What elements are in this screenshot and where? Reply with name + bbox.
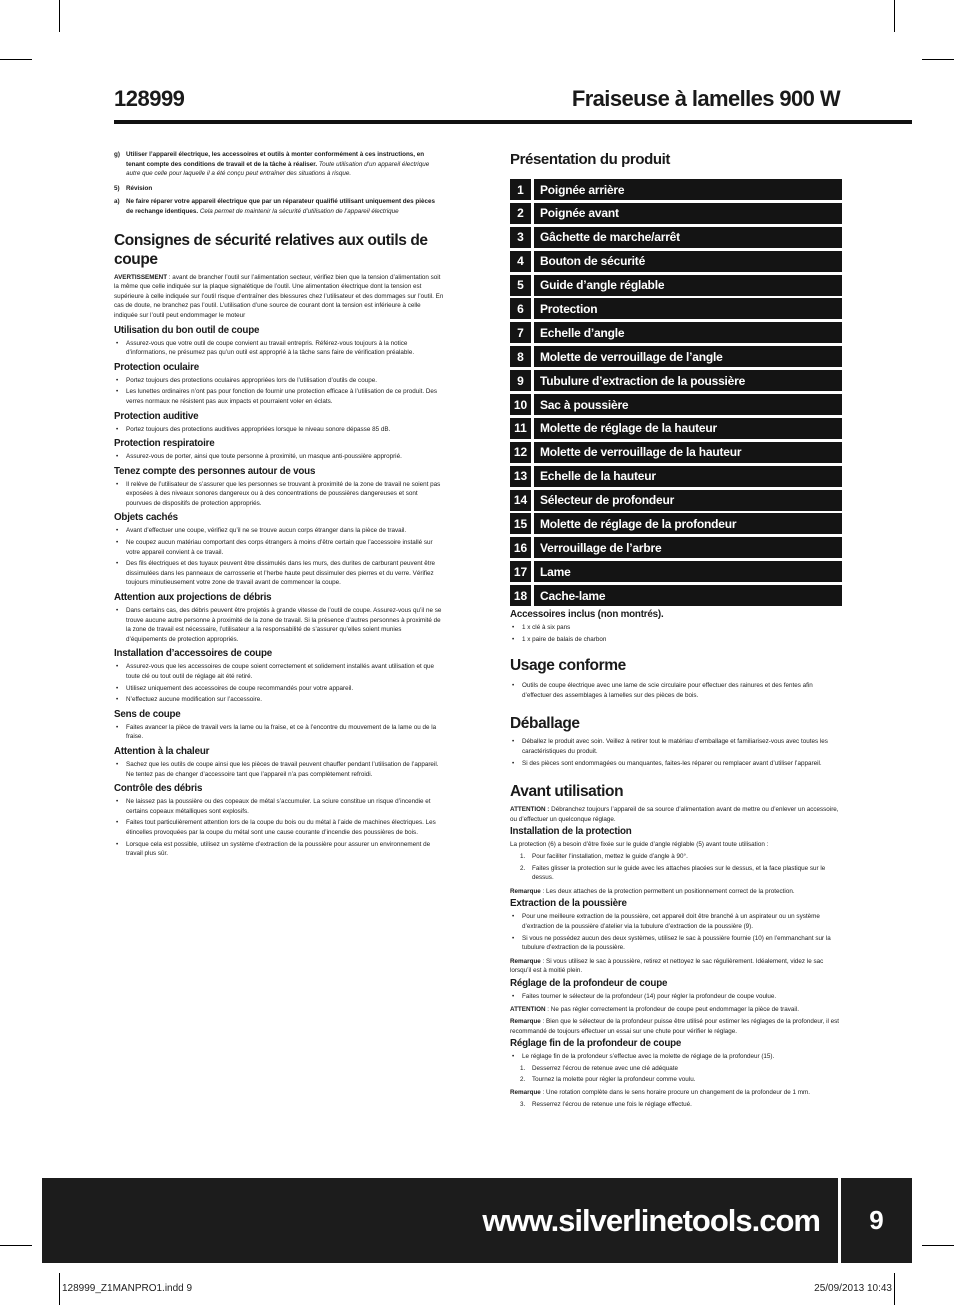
step-number: 1. [520,1064,526,1072]
crop-mark [894,0,895,32]
bullet-item: • Lorsque cela est possible, utilisez un système d’extraction de la poussière pour assurer un environnement de travail plus sûr. [114,840,444,859]
crop-mark [0,59,32,60]
numbered-step [510,864,842,883]
unpacking-list [510,737,842,768]
step-text: Tournez la molette pour régler la profondeur comme voulu. [532,1076,696,1084]
install-steps [510,852,842,883]
part-number: 2 [510,203,531,224]
step-text: Desserrez l’écrou de retenue avec une clé adéquate [532,1064,678,1072]
part-row [510,346,842,367]
step-text: Pour faciliter l’installation, mettez le guide d’angle à 90°. [532,852,688,860]
part-number: 9 [510,370,531,391]
bullet-item: • N’effectuez aucune modification sur l’accessoire. [114,695,444,705]
bullet-item: • Assurez-vous que les accessoires de coupe soient correctement et solidement installés avant utilisation et que toute clé ou tout outil de réglage ait été retiré. [114,662,444,681]
part-row [510,275,842,296]
part-label: Tubulure d’extraction de la poussière [534,370,842,391]
product-code: 128999 [114,86,185,111]
part-label: Lame [534,561,842,582]
header-divider [114,120,912,124]
part-label: Sélecteur de profondeur [534,490,842,511]
part-label: Protection [534,298,842,319]
right-column [510,150,842,1109]
part-number: 17 [510,561,531,582]
subsection-heading: Protection auditive [114,410,199,422]
part-number: 4 [510,251,531,272]
section-heading-usage: Usage conforme [510,657,626,675]
part-number: 18 [510,585,531,606]
print-slug-file: 128999_Z1MANPRO1.indd 9 [62,1283,193,1294]
crop-mark [59,1273,60,1305]
step-number: 1. [520,852,526,860]
part-row [510,466,842,487]
part-row [510,322,842,343]
part-row [510,203,842,224]
part-label: Molette de réglage de la hauteur [534,418,842,439]
part-number: 10 [510,394,531,415]
left-column [114,150,444,859]
extraction-heading: Extraction de la poussière [510,898,627,910]
part-row [510,561,842,582]
bullet-item: • Déballez le produit avec soin. Veillez à retirer tout le matériau d’emballage et familiarisez-vous avec toutes les caractéristiques du produit. [510,737,842,756]
subsection-heading: Contrôle des débris [114,783,203,795]
bullet-item: • Des fils électriques et des tuyaux peuvent être dissimulés dans les murs, des durites de carburant peuvent être dissimulées dans les panneaux de carrosserie et l’herbe haute peut dissimuler des pierres et du verre. Vérifiez toujours minutieusement votre zone de travail avant de commencer la coupe. [114,559,444,588]
revision-heading: 5) Révision [114,184,153,192]
part-label: Molette de verrouillage de la hauteur [534,442,842,463]
print-slug-datetime: 25/09/2013 10:43 [814,1283,892,1294]
attention-paragraph: ATTENTION : Débranchez toujours l’appareil de sa source d’alimentation avant de mettre ou d’enlever un accessoire, ou d’effectuer un quelconque réglage. [510,806,839,823]
parts-list [510,179,842,606]
part-label: Gâchette de marche/arrêt [534,227,842,248]
install-heading: Installation de la protection [510,826,632,838]
bullet-item: • Ne coupez aucun matériau comportant des corps étrangers à moins d’être certain que l’accessoire installé sur votre appareil convient à ce travail. [114,538,444,557]
numbered-step [510,852,842,862]
remarque-4: Remarque : Une rotation complète dans le sens horaire procure un changement de la profondeur de 1 mm. [510,1089,810,1097]
subsection-heading: Protection oculaire [114,361,199,373]
section-heading-cutting-safety: Consignes de sécurité relatives aux outils de coupe [114,231,428,268]
part-number: 16 [510,537,531,558]
crop-mark [59,0,60,32]
bullet-item: • Si des pièces sont endommagées ou manquantes, faites-les réparer ou remplacer avant d’utiliser l’appareil. [510,759,842,769]
crop-mark [0,1245,32,1246]
bullet-item: • Assurez-vous de porter, ainsi que toute personne à proximité, un masque anti-poussière approprié. [114,452,444,462]
bullet-item: • Dans certains cas, des débris peuvent être projetés à grande vitesse de l’outil de coupe. Assurez-vous qu’il ne se trouve aucune autre personne à proximité de la zone de travail. Si la présence d’autres personnes à proximité de la zone de travail est nécessaire, l’utilisateur a la responsabilité de s’assurer qu’elles soient munies d’équipements de protection appropriés. [114,606,444,644]
depth-heading: Réglage de la profondeur de coupe [510,977,668,989]
crop-mark [894,1273,895,1305]
part-label: Cache-lame [534,585,842,606]
bullet-item: • Utilisez uniquement des accessoires de coupe recommandés pour votre appareil. [114,684,444,694]
crop-mark [922,1245,954,1246]
crop-mark [922,59,954,60]
part-label: Verrouillage de l’arbre [534,537,842,558]
accessories-heading: Accessoires inclus (non montrés). [510,609,664,621]
part-number: 3 [510,227,531,248]
part-number: 13 [510,466,531,487]
fine-depth-steps [510,1064,842,1085]
part-label: Molette de réglage de la profondeur [534,513,842,534]
part-row [510,298,842,319]
part-row [510,370,842,391]
part-number: 12 [510,442,531,463]
part-number: 6 [510,298,531,319]
subsection-heading: Attention à la chaleur [114,745,210,757]
subsection-heading: Installation d’accessoires de coupe [114,648,272,660]
bullet-item: • Les lunettes ordinaires n’ont pas pour fonction de fournir une protection efficace à l’utilisation de ce produit. Des verres normaux ne résistent pas aux impacts et pourraient voler en éclats. [114,387,444,406]
install-text: La protection (6) a besoin d’être fixée sur le guide d’angle réglable (5) avant toute utilisation : [510,841,769,849]
numbered-step [510,1064,842,1074]
numbered-step [510,1075,842,1085]
bullet-item: • Portez toujours des protections auditives appropriées lorsque le niveau sonore dépasse 85 dB. [114,425,444,435]
part-row [510,585,842,606]
part-row [510,490,842,511]
bullet-item: • Faites avancer la pièce de travail vers la lame ou la fraise, et ce à l’encontre du mouvement de la lame ou de la fraise. [114,723,444,742]
remarque-3: Remarque : Bien que le sélecteur de la profondeur puisse être utilisé pour estimer les réglages de la profondeur, il est recommandé de toujours effectuer un essai sur une chute pour vérifier le réglage. [510,1018,840,1035]
subsection-heading: Attention aux projections de débris [114,592,272,604]
part-number: 7 [510,322,531,343]
subsection-heading: Objets cachés [114,512,178,524]
website-link[interactable]: www.silverlinetools.com [482,1202,820,1238]
bullet-item: • Assurez-vous que votre outil de coupe convient au travail entrepris. Référez-vous toujours à la notice d’informations, ne présumez pas qu’un outil est approprié à la tâche sans faire de vérification préalable. [114,339,444,358]
part-label: Poignée arrière [534,179,842,200]
depth-item: • Faites tourner le sélecteur de la profondeur (14) pour régler la profondeur de coupe voulue. [510,992,842,1002]
section-heading-unpacking: Déballage [510,715,580,733]
accessories-list [510,623,842,644]
part-row [510,513,842,534]
part-label: Guide d’angle réglable [534,275,842,296]
bullet-item: • Pour une meilleure extraction de la poussière, cet appareil doit être branché à un aspirateur ou un système d’extraction de la poussière d’atelier via la tubulure d’extraction de la poussière (9). [510,912,842,931]
bullet-item: • Il relève de l’utilisateur de s’assurer que les personnes se trouvant à proximité de la zone de travail ne soient pas exposées à des niveaux sonores dangereux ou à des concentrations de poussières dangereuses et sont pourvues de dispositifs de protection appropriés. [114,480,444,509]
part-number: 8 [510,346,531,367]
bullet-item: • Sachez que les outils de coupe ainsi que les pièces de travail peuvent chauffer pendant l’utilisation de l’appareil. Ne tentez pas de changer d’accessoire tant que l’appareil n’a pas complètement refroidi. [114,760,444,779]
part-label: Echelle d’angle [534,322,842,343]
bullet-item: • Faites tout particulièrement attention lors de la coupe du bois ou du métal à l’aide de machines électriques. Les étincelles provoquées par la coupe du métal sont une cause courante d’incendie des poussières de bois. [114,818,444,837]
bullet-item: • Portez toujours des protections oculaires appropriées lors de l’utilisation d’outils de coupe. [114,376,444,386]
part-row [510,418,842,439]
part-row [510,227,842,248]
part-label: Bouton de sécurité [534,251,842,272]
part-label: Echelle de la hauteur [534,466,842,487]
part-label: Sac à poussière [534,394,842,415]
subsection-heading: Sens de coupe [114,708,181,720]
remarque-2: Remarque : Si vous utilisez le sac à poussière, retirez et nettoyez le sac régulièrement. Idéalement, videz le sac lorsqu’il est à moitié plein. [510,957,824,975]
fine-depth-item: • Le réglage fin de la profondeur s’effectue avec la molette de réglage de la profondeur (15). [510,1052,842,1062]
page-number: 9 [841,1178,912,1263]
warning-paragraph: AVERTISSEMENT : avant de brancher l’outil sur l’alimentation secteur, vérifiez bien que la tension d’alimentation soit la même que celle indiquée sur la plaque signalétique de l’outil. Une alimentation électrique dont la tension est supérieure à celle indiquée sur l’outil risque d’entraîner des blessures chez l’utilisateur et des dommages sur l’outil. En cas de doute, ne branchez pas l’outil. L’utilisation d’une source de courant dont la tension est inférieure à celle indiquée sur l’outil peut endommager le moteur [114,273,444,319]
subsection-heading: Utilisation du bon outil de coupe [114,324,260,336]
safety-sections [114,325,444,859]
subsection-heading: Protection respiratoire [114,438,215,450]
bullet-item: • 1 x paire de balais de charbon [510,635,842,645]
part-row [510,179,842,200]
part-row [510,251,842,272]
rule-g: g) Utiliser l’appareil électrique, les accessoires et outils à monter conformément à ces instructions, en tenant compte des conditions de travail et de la tâche à réaliser. Toute utilisation d’un appareil électrique autre que celle pour laquelle il a été conçu peut entraîner des situations à risque. [114,151,430,178]
part-number: 15 [510,513,531,534]
step-number: 2. [520,1076,526,1084]
section-heading-presentation: Présentation du produit [510,151,670,168]
remarque-1: Remarque : Les deux attaches de la protection permettent un positionnement correct de la protection. [510,887,795,895]
attention-2: ATTENTION : Ne pas régler correctement la profondeur de coupe peut endommager la pièce de travail. [510,1005,799,1013]
part-number: 5 [510,275,531,296]
fine-depth-heading: Réglage fin de la profondeur de coupe [510,1038,682,1050]
part-row [510,394,842,415]
step-text: Faites glisser la protection sur le guide avec les attaches placées sur le dessus, et la face plastique sur le dessus. [532,864,826,882]
part-label: Molette de verrouillage de l’angle [534,346,842,367]
bullet-item: • Avant d’effectuer une coupe, vérifiez qu’il ne se trouve aucun corps étranger dans la pièce de travail. [114,526,444,536]
part-row [510,442,842,463]
rule-a: a) Ne faire réparer votre appareil électrique que par un réparateur qualifié utilisant uniquement des pièces de rechange identiques. Cela permet de maintenir la sécurité d’utilisation de l’appareil électrique [114,198,435,215]
bullet-item: • Ne laissez pas la poussière ou des copeaux de métal s’accumuler. La sciure constitue un risque d’incendie et certains copeaux métalliques sont explosifs. [114,797,444,816]
fine-depth-step-3: 3. Resserrez l’écrou de retenue une fois le réglage effectué. [520,1100,692,1108]
page-title: Fraiseuse à lamelles 900 W [571,86,840,111]
part-row [510,537,842,558]
subsection-heading: Tenez compte des personnes autour de vous [114,465,316,477]
part-number: 14 [510,490,531,511]
part-number: 1 [510,179,531,200]
usage-item: • Outils de coupe électrique avec une lame de scie circulaire pour effectuer des rainures et des fentes afin d’effectuer des assemblages à lamelles sur des pièces de bois. [510,681,842,700]
part-number: 11 [510,418,531,439]
bullet-item: • Si vous ne possédez aucun des deux systèmes, utilisez le sac à poussière fournie (10) en l’emmanchant sur la tubulure d’extraction de la poussière. [510,934,842,953]
part-label: Poignée avant [534,203,842,224]
bullet-item: • 1 x clé à six pans [510,623,842,633]
step-number: 2. [520,864,526,872]
section-heading-before-use: Avant utilisation [510,783,624,801]
extraction-list [510,912,842,952]
